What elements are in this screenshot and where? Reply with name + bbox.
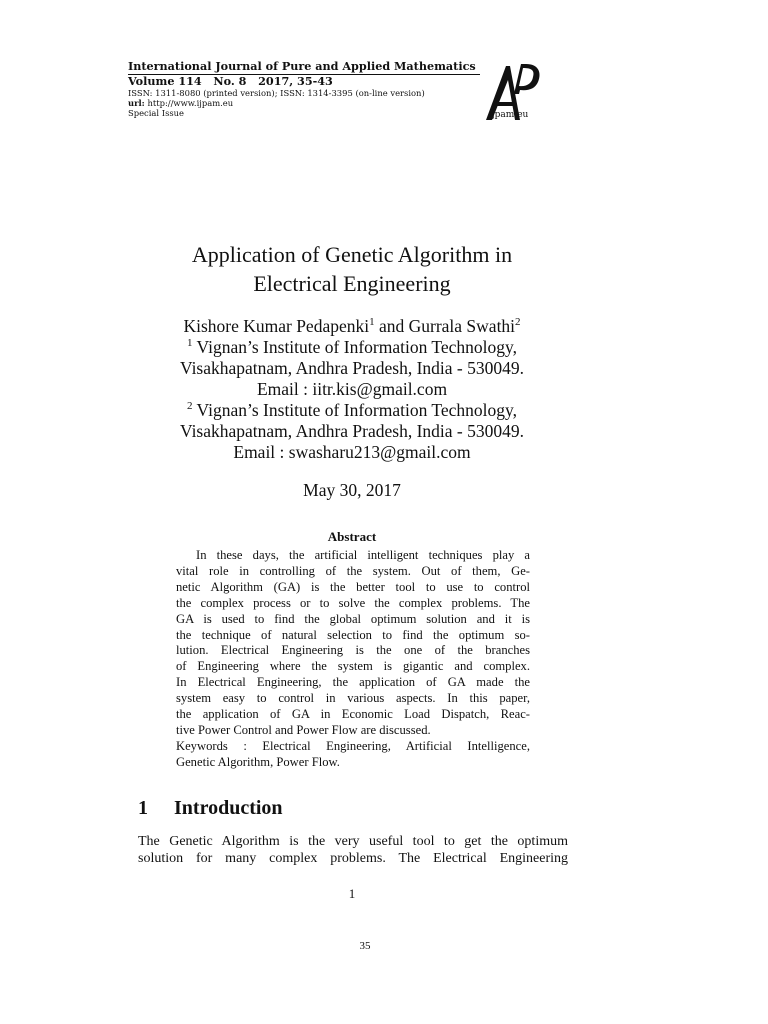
author-1: Kishore Kumar Pedapenki <box>183 316 370 336</box>
abstract-line: of Engineering where the system is gigantic and complex. <box>176 659 530 674</box>
abstract-body <box>176 548 530 771</box>
abstract-line: the technique of natural selection to find the optimum so- <box>176 627 530 642</box>
abstract-line: GA is used to find the global optimum solution and it is <box>176 611 530 626</box>
abstract-line: In these days, the artificial intelligent techniques play a <box>196 548 530 562</box>
abstract-line: the complex process or to solve the complex problems. The <box>176 595 530 610</box>
paper-title <box>0 240 704 298</box>
paper-title-line-1: Application of Genetic Algorithm in <box>191 242 513 267</box>
abstract-line: Genetic Algorithm, Power Flow. <box>176 754 340 769</box>
abstract-heading: Abstract <box>327 529 377 544</box>
abstract-line: vital role in controlling of the system. Out of them, Ge- <box>176 563 530 578</box>
abstract-line: tive Power Control and Power Flow are discussed. <box>176 722 431 737</box>
affiliation-1-institute: $^1$ Vignan’s Institute of Information Technology, <box>186 337 517 357</box>
affiliation-1-email: Email : iitr.kis@gmail.com <box>256 379 448 399</box>
url-label: url: <box>128 98 145 108</box>
paper-title-line-2: Electrical Engineering <box>253 271 451 296</box>
abstract-line: the application of GA in Economic Load Dispatch, Reac- <box>176 707 530 722</box>
abstract-line: netic Algorithm (GA) is the better tool to use to control <box>176 579 530 594</box>
journal-page-number: 35 <box>359 940 371 952</box>
affiliation-2-institute: $^2$ Vignan’s Institute of Information Technology, <box>186 400 517 420</box>
body-line: solution for many complex problems. The Electrical Engineering <box>138 851 568 866</box>
abstract-line: In Electrical Engineering, the application of GA made the <box>176 675 530 690</box>
author-2: and Gurrala Swathi <box>374 316 516 336</box>
author-names <box>0 316 704 337</box>
special-issue: Special Issue <box>128 108 185 118</box>
logo-site-label: ijpam.eu <box>489 110 529 120</box>
journal-url-line <box>128 98 480 108</box>
paper-date: May 30, 2017 <box>303 480 401 500</box>
journal-header <box>128 60 480 118</box>
author-1-mark: 1 <box>369 316 375 329</box>
affiliation-1-location: Visakhapatnam, Andhra Pradesh, India - 530049. <box>179 358 524 378</box>
abstract-line: lution. Electrical Engineering is the one of the branches <box>176 643 530 658</box>
aff-2-mark: 2 <box>186 400 193 413</box>
body-line: The Genetic Algorithm is the very useful tool to get the optimum <box>138 834 568 849</box>
section-number: 1 <box>138 797 148 819</box>
abstract-line: system easy to control in various aspects. In this paper, <box>176 691 530 706</box>
abstract-line: Keywords : Electrical Engineering, Artificial Intelligence, <box>176 738 530 753</box>
author-2-mark: 2 <box>515 316 521 329</box>
section-heading <box>138 796 283 820</box>
author-block <box>0 316 704 463</box>
journal-url[interactable]: http://www.ijpam.eu <box>147 98 234 108</box>
affiliation-2-location: Visakhapatnam, Andhra Pradesh, India - 530049. <box>179 421 524 441</box>
journal-issn: ISSN: 1311-8080 (printed version); ISSN: 1314-3395 (on-line version) <box>128 88 425 98</box>
section-title: Introduction <box>174 797 283 819</box>
section-body <box>138 833 568 867</box>
journal-title: International Journal of Pure and Applied Mathematics <box>128 59 476 73</box>
page-number: 1 <box>348 886 356 901</box>
affiliation-2-email: Email : swasharu213@gmail.com <box>233 442 471 462</box>
journal-volume: Volume 114 No. 8 2017, 35-43 <box>128 74 333 88</box>
aff-1-mark: 1 <box>186 337 193 350</box>
